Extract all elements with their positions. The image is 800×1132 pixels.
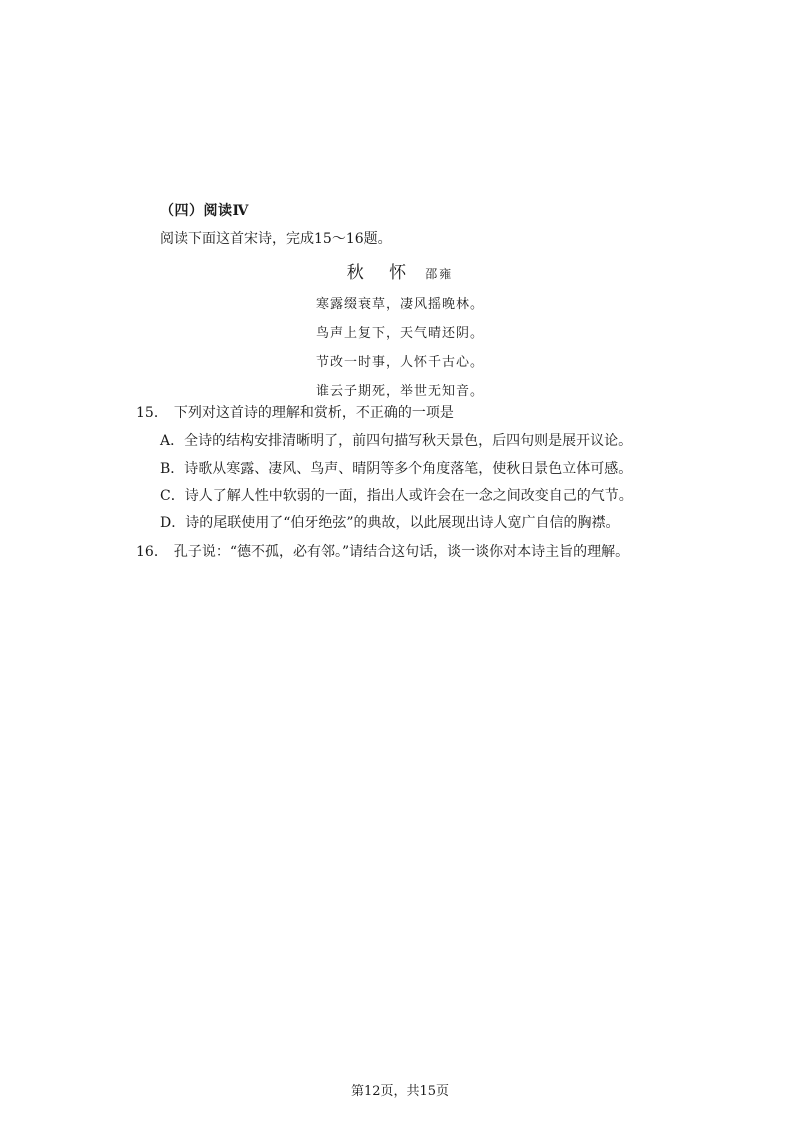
poem-title: 秋 怀 — [346, 263, 417, 283]
option-letter: C． — [160, 488, 185, 504]
question-text: 下列对这首诗的理解和赏析，不正确的一项是 — [173, 405, 454, 421]
option-letter: A． — [160, 433, 185, 449]
question-number: 16． — [136, 544, 168, 560]
question-number: 15． — [136, 405, 168, 421]
poem-line: 鸟声上复下，天气晴还阴。 — [315, 326, 484, 341]
poem-author: 邵雍 — [425, 267, 454, 281]
option-text: 全诗的结构安排清晰明了，前四句描写秋天景色，后四句则是展开议论。 — [184, 433, 633, 449]
page-number-footer: 第12页，共15页 — [350, 1084, 450, 1099]
poem-line: 寒露缀衰草，凄风摇晚林。 — [315, 297, 484, 312]
option-letter: D． — [160, 515, 186, 531]
option-a — [160, 430, 632, 450]
section-instructions: 阅读下面这首宋诗，完成15～16题。 — [160, 231, 392, 247]
question-text: 孔子说：“德不孤，必有邻。”请结合这句话，谈一谈你对本诗主旨的理解。 — [173, 544, 630, 560]
poem-body — [0, 290, 800, 406]
question-15 — [136, 402, 454, 422]
option-letter: B． — [160, 461, 185, 477]
option-d — [160, 512, 620, 532]
option-b — [160, 458, 632, 478]
section-heading: （四）阅读Ⅳ — [160, 203, 249, 219]
poem-line: 节改一时事，人怀千古心。 — [315, 355, 484, 370]
option-text: 诗人了解人性中软弱的一面，指出人或许会在一念之间改变自己的气节。 — [184, 488, 633, 504]
question-16 — [136, 541, 629, 561]
option-text: 诗的尾联使用了“伯牙绝弦”的典故，以此展现出诗人宽广自信的胸襟。 — [185, 515, 620, 531]
poem-header — [0, 258, 800, 283]
poem-line: 谁云子期死，举世无知音。 — [315, 384, 484, 399]
option-c — [160, 485, 633, 505]
option-text: 诗歌从寒露、凄风、鸟声、晴阴等多个角度落笔，使秋日景色立体可感。 — [184, 461, 633, 477]
